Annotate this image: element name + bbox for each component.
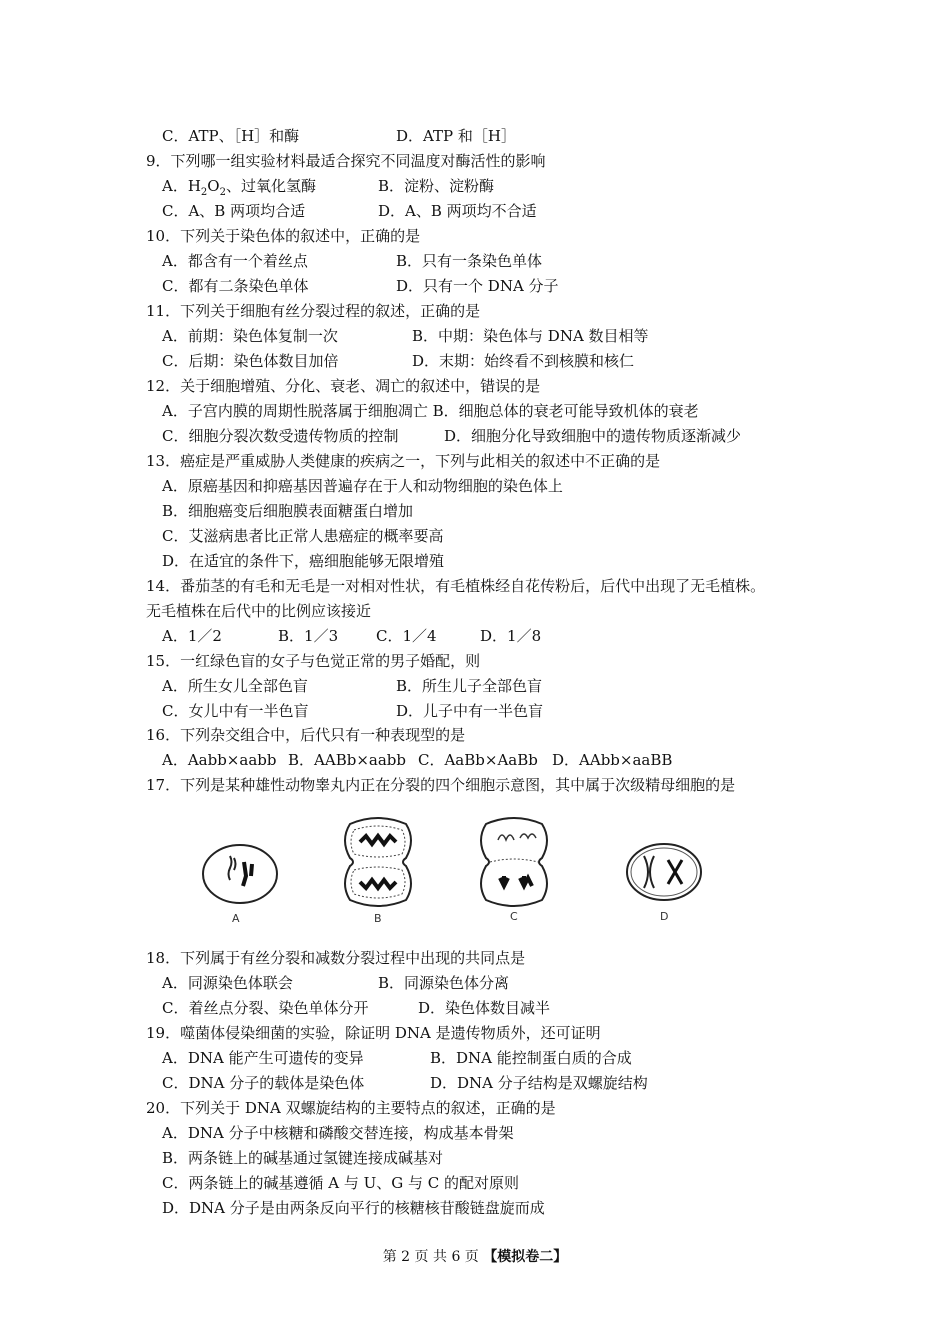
cell-label-a: A [232,912,240,925]
q10-option-a: A．都含有一个着丝点 [162,252,308,270]
q19-stem: 19．噬菌体侵染细菌的实验，除证明 DNA 是遗传物质外，还可证明 [146,1024,601,1042]
q18-stem: 18．下列属于有丝分裂和减数分裂过程中出现的共同点是 [146,949,526,967]
q16-option-a: A．Aabb×aabb [162,751,277,769]
q15-option-d: D．儿子中有一半色盲 [396,702,544,720]
q19-option-c: C．DNA 分子的载体是染色体 [162,1074,365,1092]
q13-option-c: C．艾滋病患者比正常人患癌症的概率要高 [162,527,444,545]
q10-stem: 10．下列关于染色体的叙述中，正确的是 [146,227,421,245]
q8-option-c: C．ATP、［H］和酶 [162,127,300,145]
q16-option-d: D．AAbb×aaBB [552,751,673,769]
q18-option-a: A．同源染色体联会 [162,974,293,992]
q15-option-b: B．所生儿子全部色盲 [396,677,543,695]
q12-stem: 12．关于细胞增殖、分化、衰老、凋亡的叙述中，错误的是 [146,377,541,395]
cell-figure-c [474,816,554,908]
q14-stem-line-2: 无毛植株在后代中的比例应该接近 [146,602,372,620]
q9-stem: 9．下列哪一组实验材料最适合探究不同温度对酶活性的影响 [146,152,546,170]
q10-option-c: C．都有二条染色单体 [162,277,309,295]
q18-option-c: C．着丝点分裂、染色单体分开 [162,999,369,1017]
q11-stem: 11．下列关于细胞有丝分裂过程的叙述，正确的是 [146,302,481,320]
cell-label-c: C [510,910,518,923]
q14-option-b: B．1／3 [278,627,339,645]
cell-division-figures [190,812,710,932]
page-footer [0,1247,950,1267]
q16-option-b: B．AABb×aabb [288,751,406,769]
q20-option-d: D．DNA 分子是由两条反向平行的核糖核苷酸链盘旋而成 [162,1199,545,1217]
q16-option-c: C．AaBb×AaBb [418,751,538,769]
cell-label-d: D [660,910,669,923]
q9-option-c: C．A、B 两项均合适 [162,202,306,220]
q15-option-c: C．女儿中有一半色盲 [162,702,309,720]
q11-option-c: C．后期：染色体数目加倍 [162,352,339,370]
q10-option-b: B．只有一条染色单体 [396,252,543,270]
q13-stem: 13．癌症是严重威胁人类健康的疾病之一，下列与此相关的叙述中不正确的是 [146,452,661,470]
q11-option-b: B．中期：染色体与 DNA 数目相等 [412,327,649,345]
cell-label-b: B [374,912,382,925]
q14-option-c: C．1／4 [376,627,437,645]
q20-option-b: B．两条链上的碱基通过氢键连接成碱基对 [162,1149,444,1167]
q18-option-d: D．染色体数目减半 [418,999,551,1017]
q13-option-d: D．在适宜的条件下，癌细胞能够无限增殖 [162,552,445,570]
q13-option-a: A．原癌基因和抑癌基因普遍存在于人和动物细胞的染色体上 [162,477,563,495]
q8-option-d: D．ATP 和［H］ [396,127,516,145]
q14-option-a: A．1／2 [162,627,222,645]
cell-figure-d [624,840,704,904]
q14-option-d: D．1／8 [480,627,542,645]
cell-figure-a [200,842,280,906]
q10-option-d: D．只有一个 DNA 分子 [396,277,559,295]
q11-option-a: A．前期：染色体复制一次 [162,327,338,345]
q18-option-b: B．同源染色体分离 [378,974,510,992]
q14-stem-line-1: 14．番茄茎的有毛和无毛是一对相对性状，有毛植株经自花传粉后，后代中出现了无毛植株。 [146,577,766,595]
cell-figure-b [338,816,418,908]
q20-option-c: C．两条链上的碱基遵循 A 与 U、G 与 C 的配对原则 [162,1174,520,1192]
q9-option-b: B．淀粉、淀粉酶 [378,177,495,195]
q12-option-ab: A．子宫内膜的周期性脱落属于细胞凋亡 B．细胞总体的衰老可能导致机体的衰老 [162,402,699,420]
q12-option-d: D．细胞分化导致细胞中的遗传物质逐渐减少 [444,427,742,445]
q19-option-d: D．DNA 分子结构是双螺旋结构 [430,1074,648,1092]
q12-option-c: C．细胞分裂次数受遗传物质的控制 [162,427,399,445]
q19-option-a: A．DNA 能产生可遗传的变异 [162,1049,364,1067]
q9-option-d: D．A、B 两项均不合适 [378,202,537,220]
q16-stem: 16．下列杂交组合中，后代只有一种表现型的是 [146,726,466,744]
q13-option-b: B．细胞癌变后细胞膜表面糖蛋白增加 [162,502,414,520]
q11-option-d: D．末期：始终看不到核膜和核仁 [412,352,635,370]
q17-stem: 17．下列是某种雄性动物睾丸内正在分裂的四个细胞示意图，其中属于次级精母细胞的是 [146,776,736,794]
q20-option-a: A．DNA 分子中核糖和磷酸交替连接，构成基本骨架 [162,1124,514,1142]
q9-option-a: A．$H_2O_2$、过氧化氢酶 [162,177,316,198]
q15-stem: 15．一红绿色盲的女子与色觉正常的男子婚配，则 [146,652,481,670]
q15-option-a: A．所生女儿全部色盲 [162,677,308,695]
page-number: 第 2 页 共 6 页 [382,1249,479,1265]
exam-title: 【模拟卷二】 [483,1249,568,1265]
q19-option-b: B．DNA 能控制蛋白质的合成 [430,1049,632,1067]
q20-stem: 20．下列关于 DNA 双螺旋结构的主要特点的叙述，正确的是 [146,1099,556,1117]
